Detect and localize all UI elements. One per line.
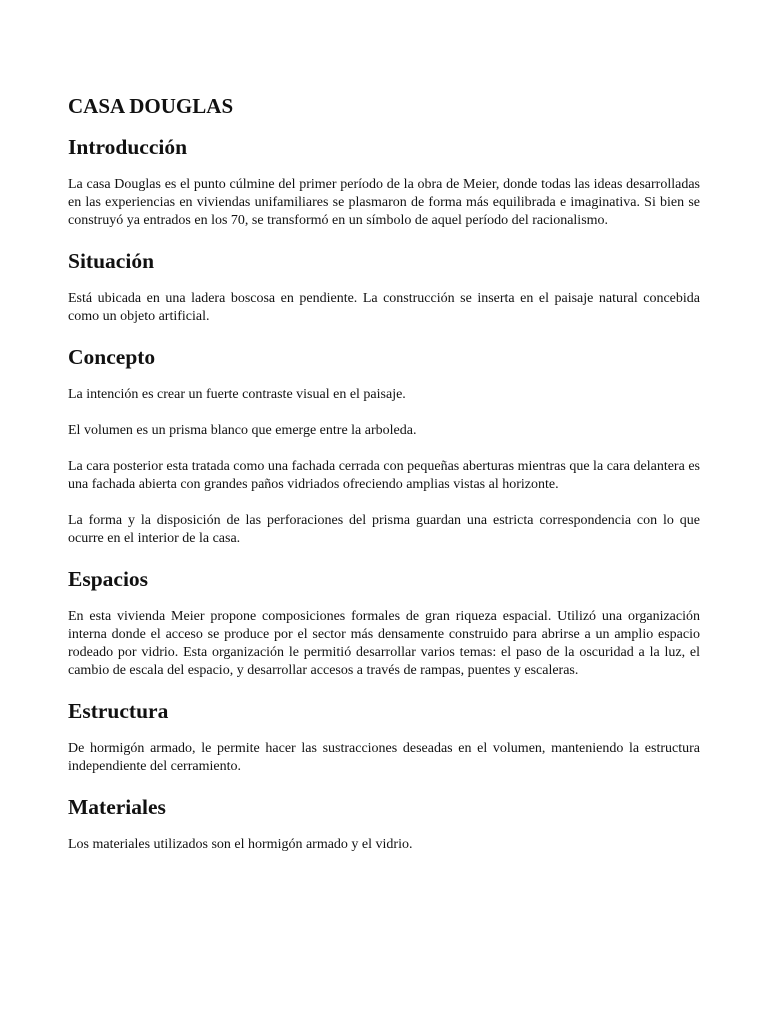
section-heading: Materiales bbox=[68, 795, 166, 819]
section-espacios bbox=[68, 566, 700, 680]
section-heading: Introducción bbox=[68, 135, 188, 159]
section-heading: Concepto bbox=[68, 345, 156, 369]
section-situacion bbox=[68, 248, 700, 326]
document-title: CASA DOUGLAS bbox=[68, 94, 234, 118]
paragraph: Los materiales utilizados son el hormigón armado y el vidrio. bbox=[68, 837, 413, 852]
document-page bbox=[68, 94, 700, 872]
section-heading: Situación bbox=[68, 249, 155, 273]
paragraph: Está ubicada en una ladera boscosa en pendiente. La construcción se inserta en el paisaje natural concebida como un objeto artificial. bbox=[68, 291, 700, 324]
paragraph: La intención es crear un fuerte contraste visual en el paisaje. bbox=[68, 387, 406, 402]
paragraph: En esta vivienda Meier propone composiciones formales de gran riqueza espacial. Utilizó una organización interna donde el acceso se produce por el sector más densamente construido para abrirse a un amplio espacio rodeado por vidrio. Esta organización le permitió desarrollar varios temas: el paso de la oscuridad a la luz, el cambio de escala del espacio, y desarrollar accesos a través de rampas, puentes y escaleras. bbox=[68, 609, 700, 678]
section-estructura bbox=[68, 698, 700, 776]
section-heading: Estructura bbox=[68, 699, 169, 723]
paragraph: De hormigón armado, le permite hacer las sustracciones deseadas en el volumen, manteniendo la estructura independiente del cerramiento. bbox=[68, 741, 700, 774]
paragraph: La forma y la disposición de las perforaciones del prisma guardan una estricta correspondencia con lo que ocurre en el interior de la casa. bbox=[68, 513, 700, 546]
paragraph: La casa Douglas es el punto cúlmine del primer período de la obra de Meier, donde todas las ideas desarrolladas en las experiencias en viviendas unifamiliares se plasmaron de forma más equilibrada e imaginativa. Si bien se construyó ya entrados en los 70, se transformó en un símbolo de aquel período del racionalismo. bbox=[68, 177, 700, 228]
section-materiales bbox=[68, 794, 700, 854]
paragraph: La cara posterior esta tratada como una fachada cerrada con pequeñas aberturas mientras que la cara delantera es una fachada abierta con grandes paños vidriados ofreciendo amplias vistas al horizonte. bbox=[68, 459, 700, 492]
section-introduccion bbox=[68, 134, 700, 230]
paragraph: El volumen es un prisma blanco que emerge entre la arboleda. bbox=[68, 423, 417, 438]
section-heading: Espacios bbox=[68, 567, 149, 591]
section-concepto bbox=[68, 344, 700, 548]
